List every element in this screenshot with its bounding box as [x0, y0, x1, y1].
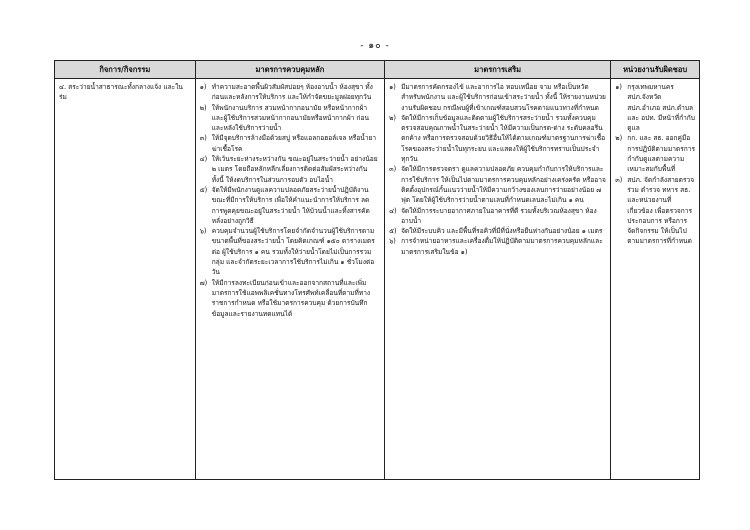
supplementary-measure-item-number: ๓) — [389, 165, 397, 174]
table-header-row — [55, 61, 700, 79]
main-measure-item-number: ๔) — [199, 155, 208, 164]
main-measure-item-text: จัดให้มีพนักงานดูแลความปลอดภัยสระว่ายน้ำปฏิบัติงานขณะที่มีการให้บริการ เพื่อให้คำแนะนำการให้บริการ ลดการพูดคุยขณะอยู่ในสระว่ายน้ำ ให้บ้วนน้ำและทิ้งสารคัดหลั่งอย่างถูกวิธี — [211, 185, 370, 225]
responsible-unit-item — [615, 175, 695, 247]
supplementary-measure-item-number: ๔) — [389, 206, 397, 215]
responsible-unit-item-number: ๑) — [615, 83, 622, 91]
main-measure-item — [200, 82, 380, 103]
main-measure-item-text: ให้มีการลงทะเบียนก่อนเข้าและออกจากสถานที่และเพิ่มมาตรการใช้แอพพลิเคชั่นทางโทรศัพท์เคลื่อนที่ตามที่ทางราชการกำหนด หรือใช้มาตรการควบคุม ด้วยการบันทึกข้อมูลและรายงานทดแทนได้ — [211, 278, 371, 318]
main-measure-item — [200, 185, 380, 226]
main-measures-cell — [195, 79, 384, 480]
main-measure-item-text: ควบคุมจำนวนผู้ใช้บริการโดยจำกัดจำนวนผู้ใช้บริการตามขนาดพื้นที่ของสระว่ายน้ำ โดยคิดเกณฑ์ ๑๕๐ ตารางเมตร ต่อ ผู้ใช้บริการ ๑ คน รวมทั้งให้ว่ายน้ำโดยไม่เป็นการรวมกลุ่ม และจำกัดระยะเวลาการใช้บริการไม่เกิน ๑ ชั่วโมงต่อวัน — [211, 227, 375, 277]
responsible-unit-item-number: ๓) — [615, 175, 623, 184]
main-measure-item — [200, 154, 380, 185]
main-measure-item-number: ๕) — [199, 185, 208, 194]
main-measure-item — [200, 226, 380, 277]
supplementary-measure-item — [389, 206, 606, 227]
supplementary-measure-item-number: ๒) — [389, 113, 396, 122]
main-measure-item — [200, 133, 380, 154]
responsible-unit-item-text: กก. และ สธ. ออกคู่มือการปฏิบัติตามมาตรการกำกับดูแลตามความเหมาะสมกับพื้นที่ — [627, 134, 695, 174]
responsible-unit-item-number: ๒) — [615, 134, 623, 143]
supplementary-measure-item-text: จัดให้มีระบบคิว และมีพื้นที่รอคิวที่มีที่นั่งหรือยืนห่างกันอย่างน้อย ๑ เมตร — [401, 227, 603, 236]
supplementary-measure-item — [389, 82, 606, 113]
activity-text: ๔. สระว่ายน้ำสาธารณะทั้งกลางแจ้ง และในร่ม — [59, 83, 183, 102]
supplementary-measures-cell — [385, 79, 611, 480]
main-measure-item-text: ให้เว้นระยะห่างระหว่างกัน ขณะอยู่ในสระว่ายน้ำ อย่างน้อย ๒ เมตร โดยถือหลักหลีกเลี่ยงการติดต่อสัมผัสระหว่างกัน ทั้งนี้ ให้งดบริการในส่วนการอบตัว อบไอน้ำ — [211, 155, 378, 184]
header-activity: กิจการ/กิจกรรม — [55, 61, 196, 79]
supplementary-measure-item-text: จัดให้มีการระบายอากาศภายในอาคารที่ดี รวมทั้งบริเวณห้องสุขา ห้องอาบน้ำ — [401, 206, 597, 225]
supplementary-measure-item-text: มีมาตรการคัดกรองไข้ และอาการไอ หอบเหนื่อย จาม หรือเป็นหวัด สำหรับพนักงาน และผู้ใช้บริการก่อนเข้าสระว่ายน้ำ ทั้งนี้ ให้รายงานหน่วยงานรับผิดชอบ กรณีพบผู้ที่เข้าเกณฑ์สอบสวนโรคตามแนวทางที่กำหนด — [401, 83, 606, 112]
responsible-unit-item — [615, 82, 695, 133]
measures-table — [54, 60, 700, 480]
supplementary-measures-list — [389, 82, 606, 257]
main-measure-item — [200, 278, 380, 319]
header-supplementary-measures: มาตรการเสริม — [385, 61, 611, 79]
supplementary-measure-item-text: จัดให้มีการตรวจตรา ดูแลความปลอดภัย ควบคุมกำกับการให้บริการและการใช้บริการ ให้เป็นไปตามมาตรการควบคุมหลักอย่างเคร่งครัด หรืออาจติดตั้งอุปกรณ์กั้นแนวว่ายน้ำให้มีความกว้างของเลนการว่ายอย่างน้อย ๗ ฟุต โดยให้ผู้ใช้บริการว่ายน้ำตามเลนที่กำหนดเลนละไม่เกิน ๑ คน — [401, 165, 606, 205]
supplementary-measure-item-number: ๕) — [389, 227, 397, 236]
supplementary-measure-item — [389, 113, 606, 164]
supplementary-measure-item — [389, 164, 606, 205]
supplementary-measure-item-number: ๑) — [389, 83, 396, 91]
main-measure-item — [200, 103, 380, 134]
main-measures-list — [200, 82, 380, 319]
main-measure-item-text: ให้มีจุดบริการล้างมือด้วยสบู่ หรือแอลกอฮอล์เจล หรือน้ำยาฆ่าเชื้อโรค — [211, 134, 377, 153]
main-measure-item-number: ๒) — [199, 103, 207, 112]
page-number: - ๑๐ - — [360, 41, 390, 51]
table-row — [55, 79, 700, 480]
supplementary-measure-item-text: จัดให้มีการเก็บข้อมูลและติดตามผู้ใช้บริการสระว่ายน้ำ รวมทั้งควบคุม ตรวจสอบคุณภาพน้ำในสระว่ายน้ำ ให้มีความเป็นกรด-ด่าง ระดับคลอรีนตกค้าง หรือการตรวจสอบด้วยวิธีอื่นให้ได้ตามเกณฑ์มาตรฐานการฆ่าเชื้อโรคของสระว่ายน้ำในทุกระยบ และแสดงให้ผู้ใช้บริการทราบเป็นประจำทุกวัน — [401, 113, 606, 164]
activity-cell — [55, 79, 196, 480]
main-measure-item-number: ๑) — [199, 83, 207, 91]
responsible-units-list — [615, 82, 695, 247]
supplementary-measure-item-number: ๖) — [389, 237, 396, 246]
supplementary-measure-item-text: การจำหน่ายอาหารและเครื่องดื่มให้ปฏิบัติตามมาตรการควบคุมหลักและมาตรการเสริมในข้อ ๑) — [401, 237, 603, 256]
responsible-units-cell — [611, 79, 700, 480]
responsible-unit-item — [615, 133, 695, 174]
header-main-measures: มาตรการควบคุมหลัก — [195, 61, 384, 79]
supplementary-measure-item — [389, 226, 606, 236]
responsible-unit-item-text: สปภ. จัดกำลังสายตรวจร่วม ตำรวจ ทหาร สธ. และหน่วยงานที่เกี่ยวข้อง เพื่อตรวจการประกอบการ หรือการจัดกิจกรรม ให้เป็นไปตามมาตรการที่กำหนด — [627, 175, 695, 246]
main-measure-item-text: ทำความสะอาดพื้นผิวสัมผัสบ่อยๆ ห้องอาบน้ำ ห้องสุขา ทั้งก่อนและหลังการให้บริการ และให้กำจัดขยะมูลฝอยทุกวัน — [211, 83, 373, 102]
header-responsible-units: หน่วยงานรับผิดชอบ — [611, 61, 700, 79]
main-measure-item-text: ให้พนักงานบริการ สวมหน้ากากอนามัย หรือหน้ากากผ้า และผู้ใช้บริการสวมหน้ากากอนามัยหรือหน้ากากผ้า ก่อนและหลังใช้บริการว่ายน้ำ — [211, 103, 369, 133]
main-measure-item-number: ๗) — [199, 278, 208, 287]
main-measure-item-number: ๓) — [199, 134, 207, 143]
main-measure-item-number: ๖) — [199, 227, 207, 236]
supplementary-measure-item — [389, 236, 606, 257]
responsible-unit-item-text: กรุงเทพมหานคร สปภ.จังหวัด สปภ.อำเภอ สปภ.ตำบล และ อปท. มีหน้าที่กำกับดูแล — [627, 83, 695, 133]
